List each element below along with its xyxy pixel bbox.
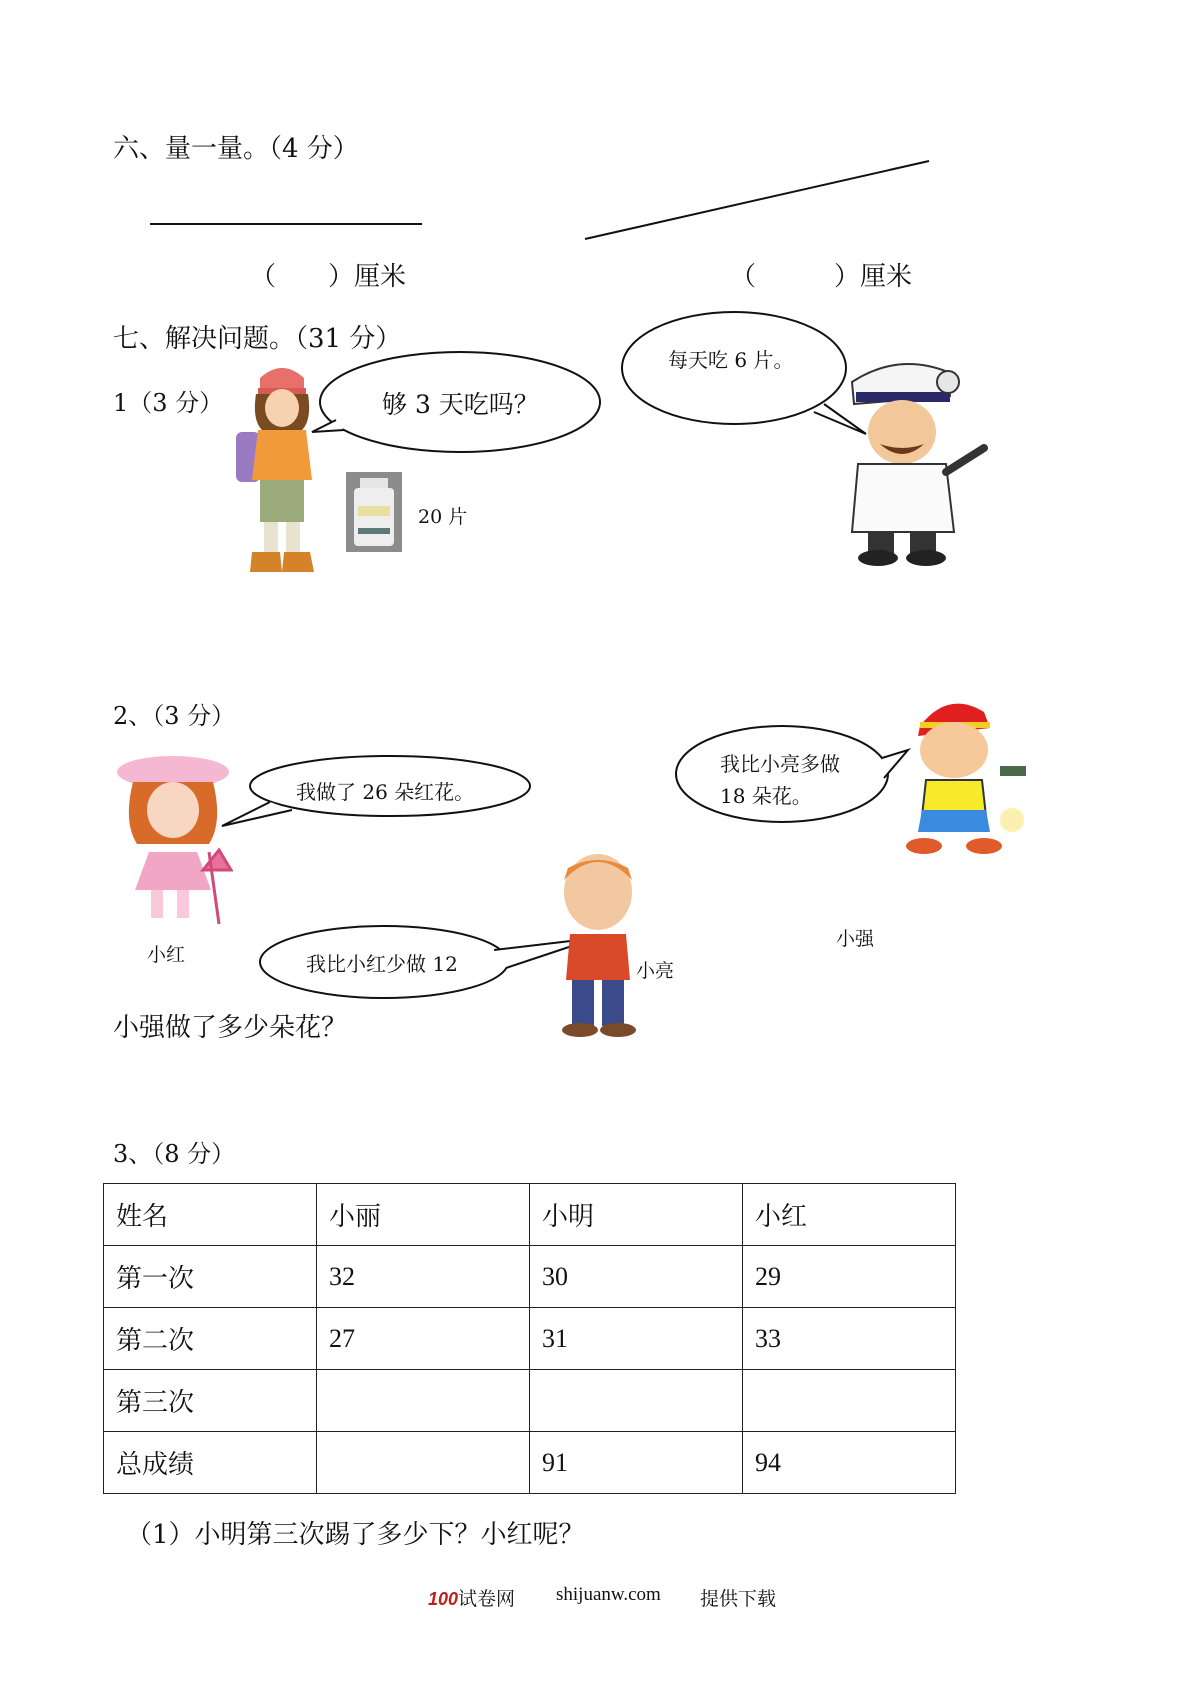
table-cell: 第一次 xyxy=(104,1246,317,1308)
table-header-cell: 小丽 xyxy=(317,1184,530,1246)
table-row xyxy=(104,1308,956,1370)
section-6-title: 六、量一量。（4 分） xyxy=(113,134,359,164)
answer-blank-left: （ ）厘米 xyxy=(250,262,407,292)
table-cell-empty xyxy=(317,1432,530,1494)
doctor-illustration xyxy=(838,352,988,574)
table-cell: 29 xyxy=(743,1246,956,1308)
table-cell-empty xyxy=(317,1370,530,1432)
bubble-xiaoqiang-line2: 18 朵花。 xyxy=(720,784,812,808)
bubble-doctor-text: 每天吃 6 片。 xyxy=(668,348,794,372)
answer-blank-right: （ ）厘米 xyxy=(730,262,913,292)
q2-label: 2、（3 分） xyxy=(113,702,236,730)
table-cell: 总成绩 xyxy=(104,1432,317,1494)
footer-logo[interactable] xyxy=(428,1584,515,1611)
footer-tagline: 提供下载 xyxy=(700,1588,777,1610)
q2-question: 小强做了多少朵花？ xyxy=(113,1013,348,1043)
pill-bottle-icon xyxy=(346,472,402,552)
table-cell: 33 xyxy=(743,1308,956,1370)
q1-label: 1（3 分） xyxy=(113,389,224,417)
bubble-xiaohong-text: 我做了 26 朵红花。 xyxy=(296,780,475,804)
q3-label: 3、（8 分） xyxy=(113,1140,236,1168)
speech-bubble-doctor xyxy=(618,306,868,446)
name-xiaoqiang: 小强 xyxy=(836,928,875,950)
table-cell: 91 xyxy=(530,1432,743,1494)
table-cell: 第三次 xyxy=(104,1370,317,1432)
table-header-cell: 小明 xyxy=(530,1184,743,1246)
logo-text: 试卷网 xyxy=(458,1588,516,1610)
footer-site-link[interactable]: shijuanw.com xyxy=(556,1584,661,1605)
table-cell: 94 xyxy=(743,1432,956,1494)
q3-sub-question: （1）小明第三次踢了多少下？小红呢？ xyxy=(126,1520,585,1550)
table-row xyxy=(104,1432,956,1494)
table-header-cell: 小红 xyxy=(743,1184,956,1246)
table-header-row xyxy=(104,1184,956,1246)
bottle-count-label: 20 片 xyxy=(418,506,468,528)
table-cell-empty xyxy=(743,1370,956,1432)
table-cell: 31 xyxy=(530,1308,743,1370)
table-cell: 27 xyxy=(317,1308,530,1370)
xiaoqiang-illustration xyxy=(898,690,1028,856)
section-7-title: 七、解决问题。（31 分） xyxy=(113,324,402,354)
xiaoliang-illustration xyxy=(548,850,648,1040)
table-cell: 第二次 xyxy=(104,1308,317,1370)
bubble-girl-text: 够 3 天吃吗？ xyxy=(382,390,539,419)
name-xiaohong: 小红 xyxy=(147,944,186,966)
score-table xyxy=(103,1183,956,1494)
measure-lines xyxy=(0,0,1191,280)
bubble-xiaoqiang-line1: 我比小亮多做 xyxy=(720,752,840,776)
table-cell: 30 xyxy=(530,1246,743,1308)
table-cell-empty xyxy=(530,1370,743,1432)
table-row xyxy=(104,1246,956,1308)
table-header-cell: 姓名 xyxy=(104,1184,317,1246)
table-row xyxy=(104,1370,956,1432)
table-cell: 32 xyxy=(317,1246,530,1308)
measure-line-slanted xyxy=(585,161,929,239)
name-xiaoliang: 小亮 xyxy=(636,960,675,982)
logo-number: 100 xyxy=(428,1589,459,1609)
bubble-xiaoliang-text: 我比小红少做 12 xyxy=(306,952,458,976)
